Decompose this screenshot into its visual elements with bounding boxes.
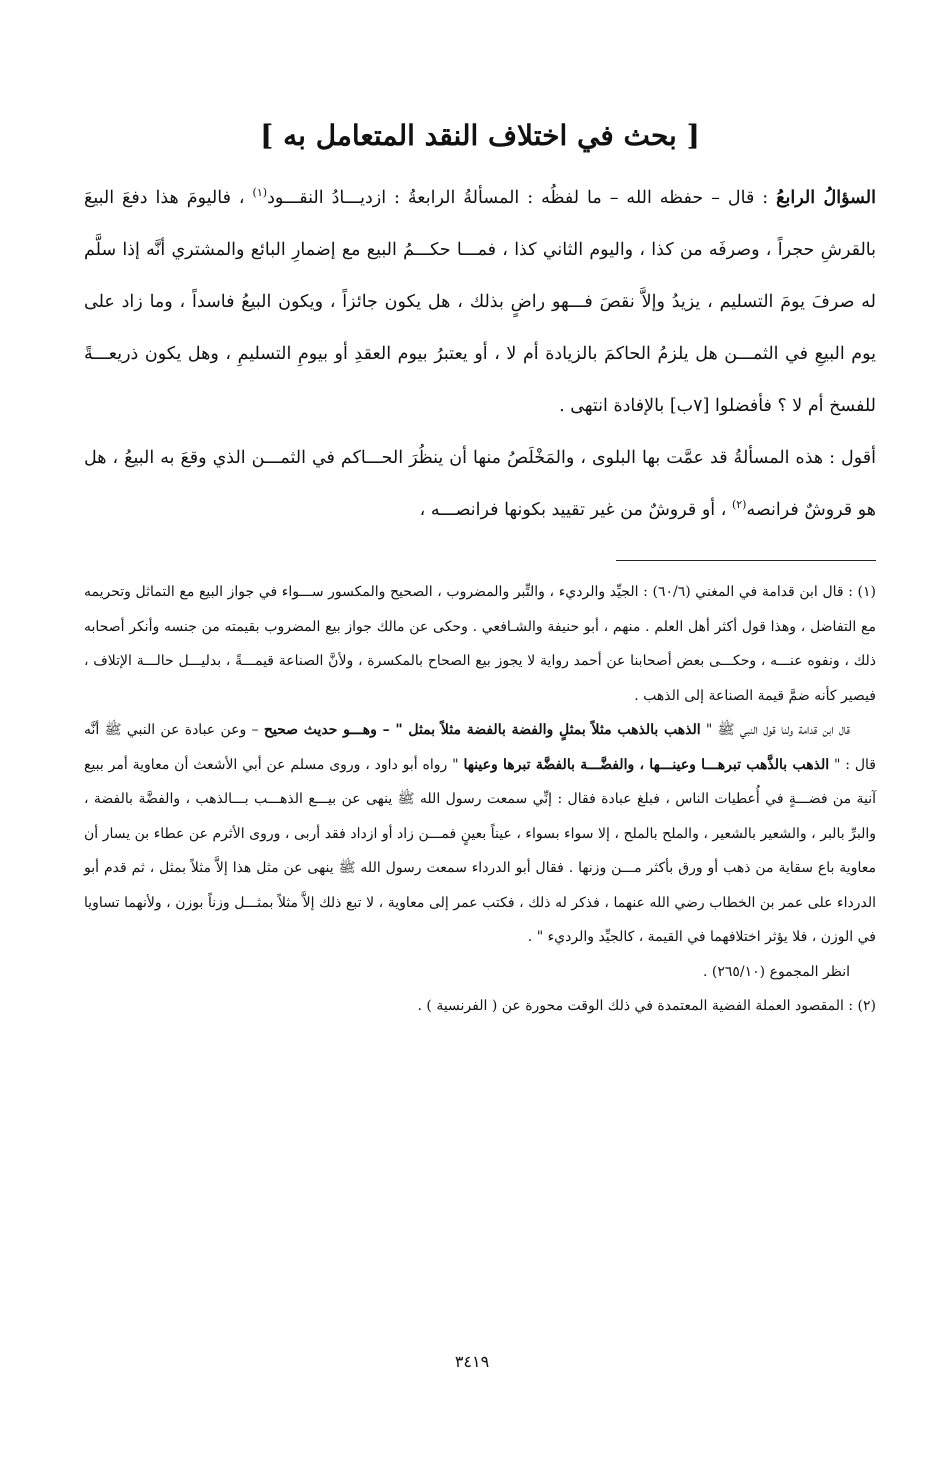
footnote-1-para-2 [84,713,876,955]
question-paragraph [84,172,876,432]
footnote-1-para-3: انظر المجموع (٢٦٥/١٠) . [702,963,850,980]
footnote-1-quote-rest: " رواه أبو داود ، وروى مسلم عن أبي الأشعث أن معاوية أمر ببيع آنية من فضـــةٍ في أُعطيات الناس ، فبلغ عبادة فقال : إنِّي سمعت رسول الله ﷺ ينهى عن بيـــع الذهـــب بـــالذهب ، والفضَّة بالفضة ، والبرِّ بالبر ، والشعير بالشعير ، والملح بالملح ، إلا سواء بسواء ، عيناً بعينٍ فمـــن زاد أو ازداد فقد أربى ، وروى الأثرم عن عطاء بن يسار أن معاوية باع سقاية من ذهب أو ورق بأكثر مـــن وزنها . فقال أبو الدرداء سمعت رسول الله ﷺ ينهى عن مثل هذا إلاَّ مثلاً بمثل ، ثم قدم أبو الدرداء على عمر بن الخطاب رضي الله عنهما ، فذكر له ذلك ، فكتب عمر إلى معاوية ، لا تبع ذلك إلاَّ مثلاً بمثـــل وزناً بوزن ، ولأنهما تساويا في الوزن ، فلا يؤثر اختلافهما في القيمة ، كالجيِّد والرديء " . [84,756,876,945]
footnote-ref-2[interactable]: (٢) [731,498,747,512]
footnote-1-hadith-1: الذهب بالذهب مثلاً بمثلٍ والفضة بالفضة مثلاً بمثل " – وهـــو حديث صحيح [263,722,701,738]
question-text: : قال – حفظه الله – ما لفظُه : المسألةُ الرابعةُ : ازديـــادُ النقـــود [267,188,777,208]
footnote-1-quote-link: – وعن عبادة عن النبي ﷺ أنَّه قال : " [84,722,876,773]
question-label: السؤالُ الرابعُ [776,188,876,208]
footnote-1-quote-intro: قال ابن قدامة ولنا قول النبي ﷺ " [700,722,850,738]
page-number: ٣٤١٩ [454,1352,490,1371]
footnotes [84,575,876,1024]
question-text-continued: ، فاليومَ هذا دفعَ البيعَ بالقرشِ حجراً ، وصرفَه من كذا ، واليوم الثاني كذا ، فمـــا حكـــمُ البيع مع إضمارِ البائع والمشتري أنَّه إذا سلَّم له صرفَ يومَ التسليم ، يزيدُ وإلاَّ نقصَ فـــهو راضٍ بذلك ، هل يكون جائزاً ، ويكون البيعُ فاسداً ، وما زاد على يوم البيعِ في الثمـــن هل يلزمُ الحاكمَ بالزيادة أم لا ، أو يعتبرُ بيوم العقدِ أو بيومِ التسليمِ ، وهل يكون ذريعـــةً للفسخ أم لا ؟ فأفضلوا [٧ب] بالإفادة انتهى . [84,188,876,416]
footnote-1-para-1: (١) : قال ابن قدامة في المغني (٦٠/٦) : الجيِّد والرديء ، والتِّبر والمضروب ، الصحيح والمكسور ســـواء في جواز البيع مع التماثل وتحريمه مع التفاضل ، وهذا قول أكثر أهل العلم . منهم ، أبو حنيفة والشـافعي . وحكى عن مالك جواز بيع المضروب بقيمته من جنسه وأنكر أصحابه ذلك ، ونفوه عنـــه ، وحكـــى بعض أصحابنا عن أحمد رواية لا يجوز بيع الصحاح بالمكسرة ، ولأنَّ الصناعة قيمـــةً ، بدليـــل حالـــة الإتلاف ، فيصير كأنه ضمَّ قيمة الصناعة إلى الذهب . [84,584,877,704]
answer-text-continued: ، أو قروشٌ من غير تقييد بكونها فرانصـــه ، [419,500,732,520]
footnote-divider [616,560,876,561]
answer-text: أقول : هذه المسألةُ قد عمَّت بها البلوى ، والمَخْلَصُ منها أن ينظُرَ الحـــاكم في الثمـــن الذي وقعَ به البيعُ ، هل هو قروشٌ فرانصه [84,448,876,520]
footnote-1-hadith-2: الذهب بالذَّهب تبرهـــا وعينـــها ، والفضَّـــة بالفضَّة تبرها وعينها [463,756,830,773]
section-title: [ بحث في اختلاف النقد المتعامل به ] [260,119,700,152]
footnote-ref-1[interactable]: (١) [252,186,268,200]
page-body [84,108,876,1024]
answer-paragraph [84,432,876,536]
footnote-2: (٢) : المقصود العملة الفضية المعتمدة في ذلك الوقت محورة عن ( الفرنسية ) . [417,998,876,1014]
